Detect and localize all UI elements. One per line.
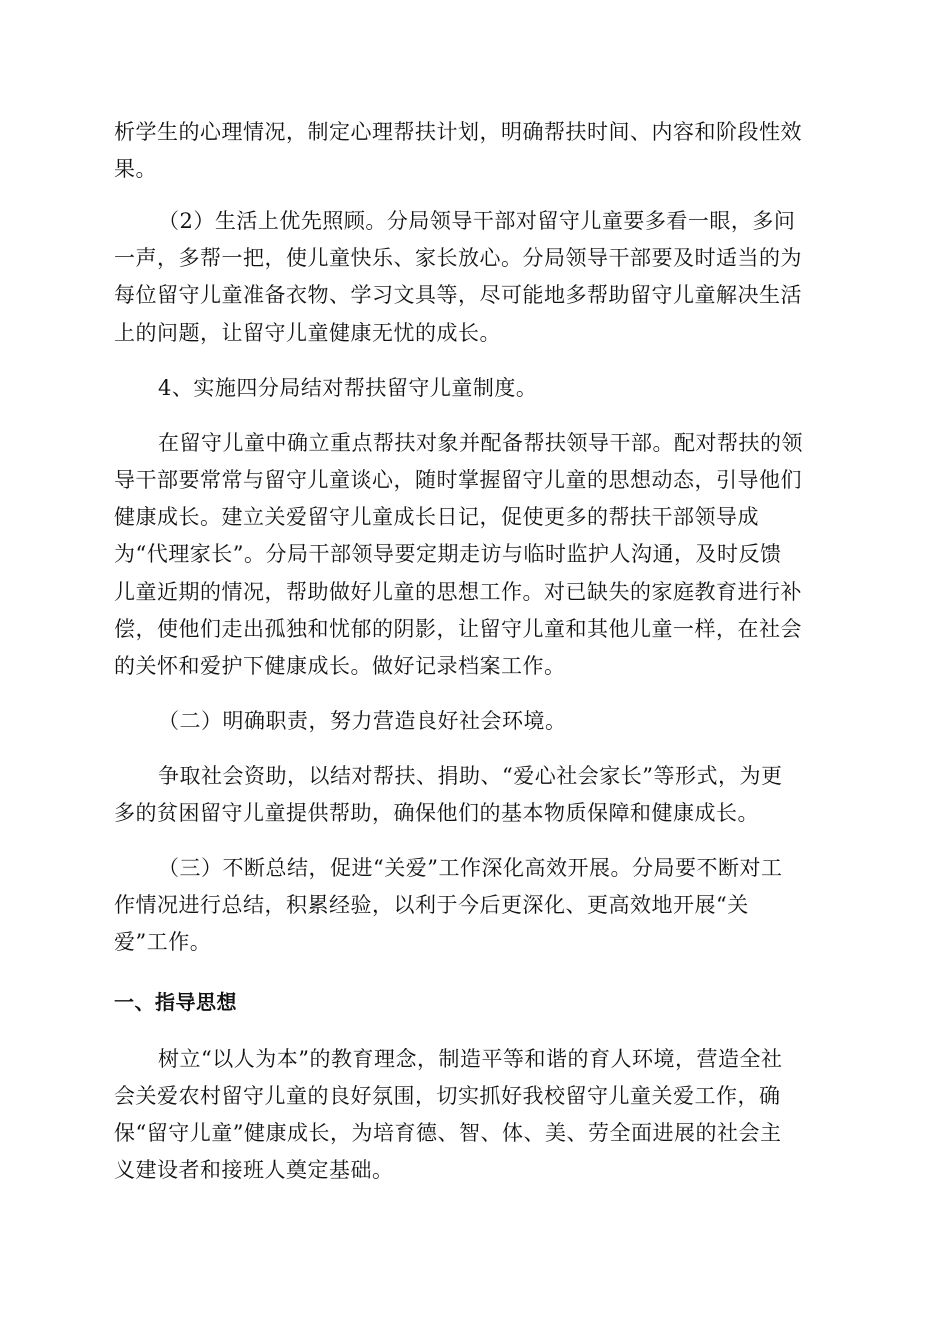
text-line: （2）生活上优先照顾。分局领导干部对留守儿童要多看一眼，多问 — [158, 209, 796, 233]
text-line: 导干部要常常与留守儿童谈心，随时掌握留守儿童的思想动态，引导他们 — [114, 468, 802, 492]
text-line: 每位留守儿童准备衣物、学习文具等，尽可能地多帮助留守儿童解决生活 — [114, 283, 802, 307]
text-line: 会关爱农村留守儿童的良好氛围，切实抓好我校留守儿童关爱工作，确 — [114, 1084, 781, 1108]
section-heading: 一、指导思想 — [114, 990, 237, 1014]
text-line: 在留守儿童中确立重点帮扶对象并配备帮扶领导干部。配对帮扶的领 — [158, 431, 803, 455]
text-line: 义建设者和接班人奠定基础。 — [114, 1158, 394, 1182]
text-line: 多的贫困留守儿童提供帮助，确保他们的基本物质保障和健康成长。 — [114, 801, 759, 825]
text-line: 为“代理家长”。分局干部领导要定期走访与临时监护人沟通，及时反馈 — [114, 542, 782, 566]
text-line: 争取社会资助，以结对帮扶、捐助、“爱心社会家长”等形式，为更 — [158, 764, 783, 788]
text-line: 树立“以人为本”的教育理念，制造平等和谐的育人环境，营造全社 — [158, 1047, 783, 1071]
text-line: 爱”工作。 — [114, 930, 212, 954]
text-line: （二）明确职责，努力营造良好社会环境。 — [158, 709, 567, 733]
text-line: 儿童近期的情况，帮助做好儿童的思想工作。对已缺失的家庭教育进行补 — [114, 580, 802, 604]
text-line: 析学生的心理情况，制定心理帮扶计划，明确帮扶时间、内容和阶段性效 — [114, 120, 802, 144]
text-line: （三）不断总结，促进“关爱”工作深化高效开展。分局要不断对工 — [158, 856, 783, 880]
text-line: 上的问题，让留守儿童健康无忧的成长。 — [114, 321, 501, 345]
text-line: 的关怀和爱护下健康成长。做好记录档案工作。 — [114, 654, 566, 678]
text-line: 果。 — [114, 157, 157, 181]
text-line: 偿，使他们走出孤独和忧郁的阴影，让留守儿童和其他儿童一样，在社会 — [114, 617, 802, 641]
text-line: 一声，多帮一把，使儿童快乐、家长放心。分局领导干部要及时适当的为 — [114, 246, 802, 270]
text-line: 作情况进行总结，积累经验，以利于今后更深化、更高效地开展“关 — [114, 893, 749, 917]
text-line: 4、实施四分局结对帮扶留守儿童制度。 — [158, 376, 538, 400]
text-line: 健康成长。建立关爱留守儿童成长日记，促使更多的帮扶干部领导成 — [114, 505, 759, 529]
text-line: 保“留守儿童”健康成长，为培育德、智、体、美、劳全面进展的社会主 — [114, 1121, 782, 1145]
